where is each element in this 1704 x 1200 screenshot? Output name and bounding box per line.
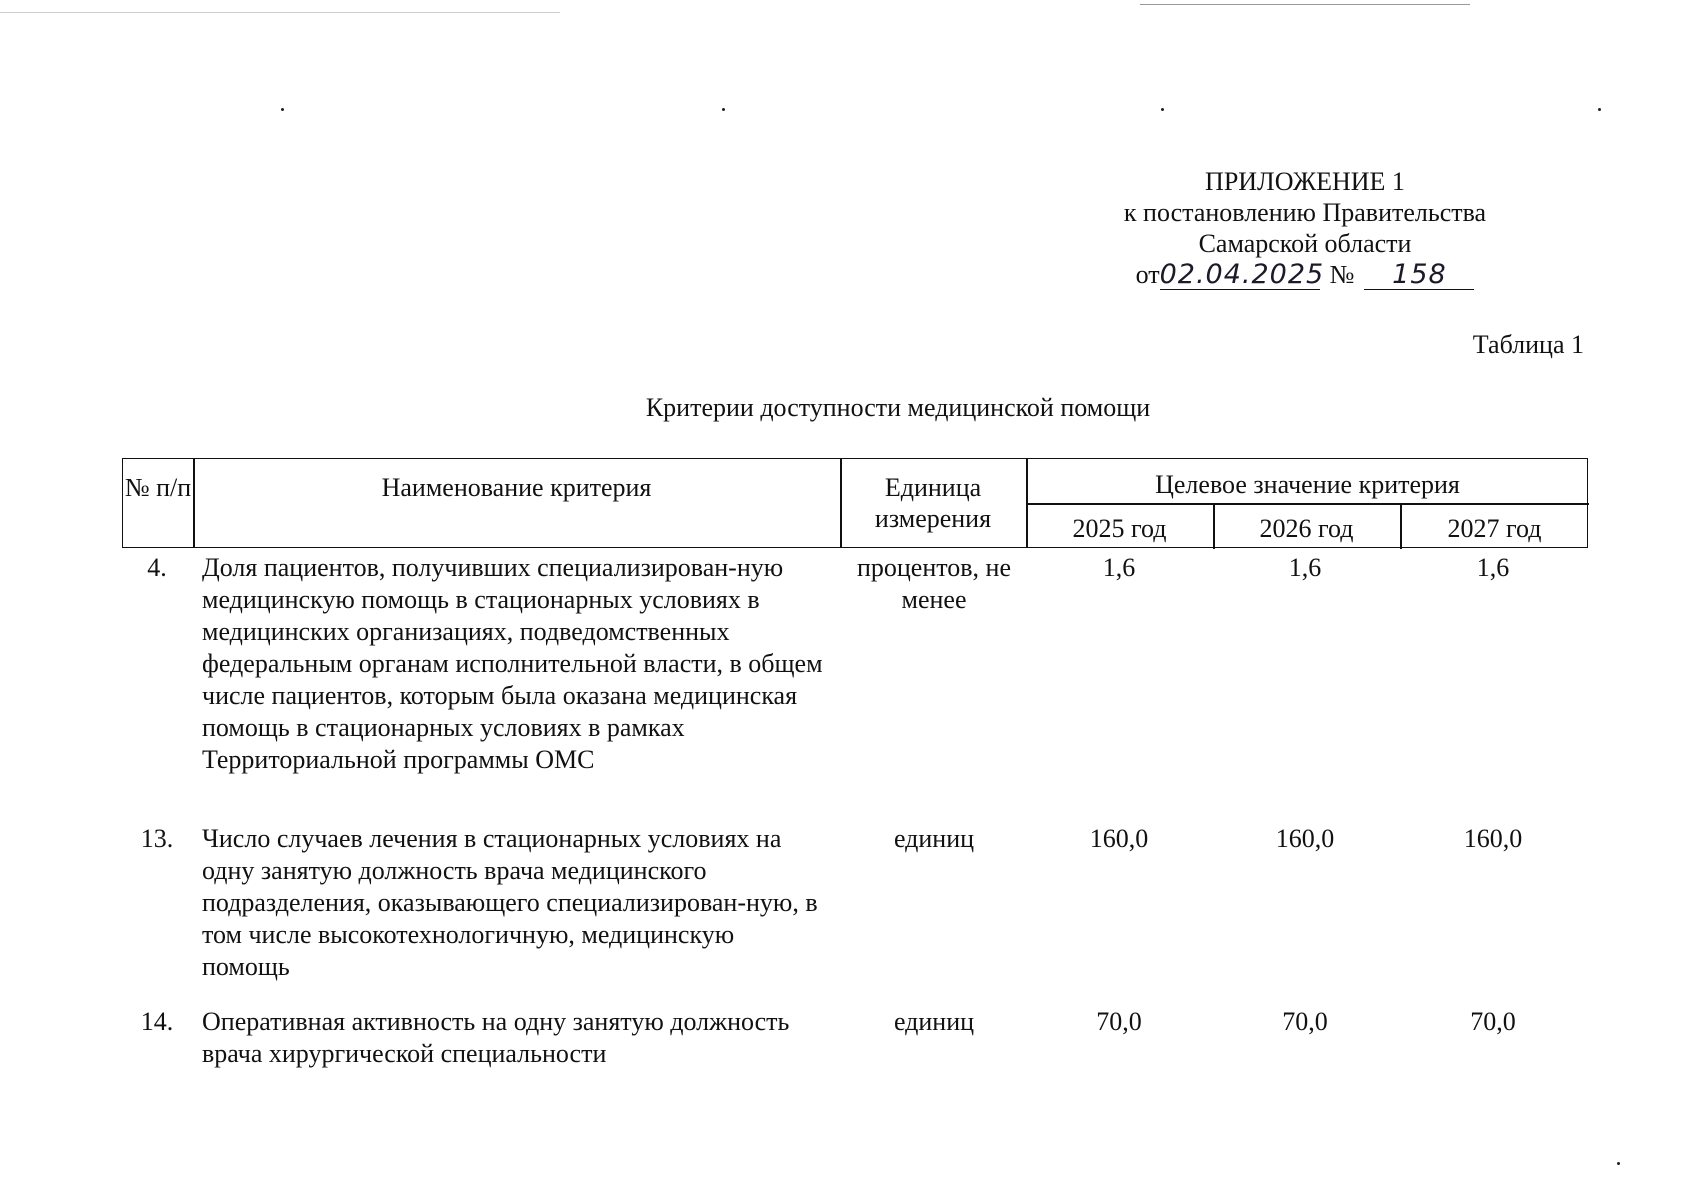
document-title: Критерии доступности медицинской помощи [645,393,1151,422]
criterion-unit: единиц [893,1007,975,1036]
target-value-2026: 1,6 [1288,553,1322,582]
target-value-2026: 70,0 [1282,1007,1328,1036]
scan-dot [722,108,725,111]
row-number: 13. [140,824,174,853]
annex-date-number [1100,259,1510,290]
scan-dot [1161,108,1164,111]
header-divider [1026,503,1589,505]
target-value-2026: 160,0 [1275,824,1335,853]
scan-edge-line [1140,4,1470,5]
handwritten-date: 02.04.2025 [1159,259,1325,290]
target-value-2025: 1,6 [1102,553,1136,582]
criterion-name: Число случаев лечения в стационарных условиях на одну занятую должность врача медицинского подразделения, оказывающего специализирован-ную, в том числе высокотехнологичную, медицинскую помощь [202,824,818,981]
scan-dot [1598,108,1601,111]
annex-line-region: Самарской области [1198,229,1412,258]
row-number: 14. [140,1007,174,1036]
annex-heading [1100,166,1510,290]
criterion-unit: процентов, не менее [856,553,1012,614]
scan-edge-line [0,12,560,13]
header-year: 2025 год [1072,514,1167,543]
criterion-name: Доля пациентов, получивших специализирован-ную медицинскую помощь в стационарных условиях в медицинских организациях, подведомственных федеральным органам исполнительной власти, в общем числе пациентов, которым была оказана медицинская помощь в стационарных условиях в рамках Территориальной программы ОМС [202,553,823,774]
target-value-2025: 70,0 [1096,1007,1142,1036]
scan-dot [1617,1162,1620,1165]
handwritten-number: 158 [1364,261,1474,290]
header-year: 2027 год [1447,514,1542,543]
table-label: Таблица 1 [1472,330,1584,359]
number-prefix: № [1329,260,1355,289]
header-year: 2026 год [1259,514,1354,543]
target-value-2025: 160,0 [1089,824,1149,853]
row-number: 4. [147,553,167,582]
table-body [122,552,1588,1076]
criterion-name: Оперативная активность на одну занятую должность врача хирургической специальности [202,1007,790,1068]
target-value-2027: 160,0 [1463,824,1523,853]
criterion-unit: единиц [893,824,975,853]
target-value-2027: 70,0 [1470,1007,1516,1036]
header-unit: Единица измерения [874,473,992,533]
date-prefix: от [1135,260,1160,289]
scan-dot [281,108,284,111]
table-row [122,823,1588,1006]
table-row [122,1006,1588,1076]
annex-line-decree: к постановлению Правительства [1123,198,1487,227]
table-row [122,552,1588,823]
target-value-2027: 1,6 [1476,553,1510,582]
header-name: Наименование критерия [381,473,652,502]
annex-title: ПРИЛОЖЕНИЕ 1 [1205,167,1405,196]
header-target: Целевое значение критерия [1155,470,1460,499]
table-header [122,458,1588,548]
header-num: № п/п [124,473,192,502]
